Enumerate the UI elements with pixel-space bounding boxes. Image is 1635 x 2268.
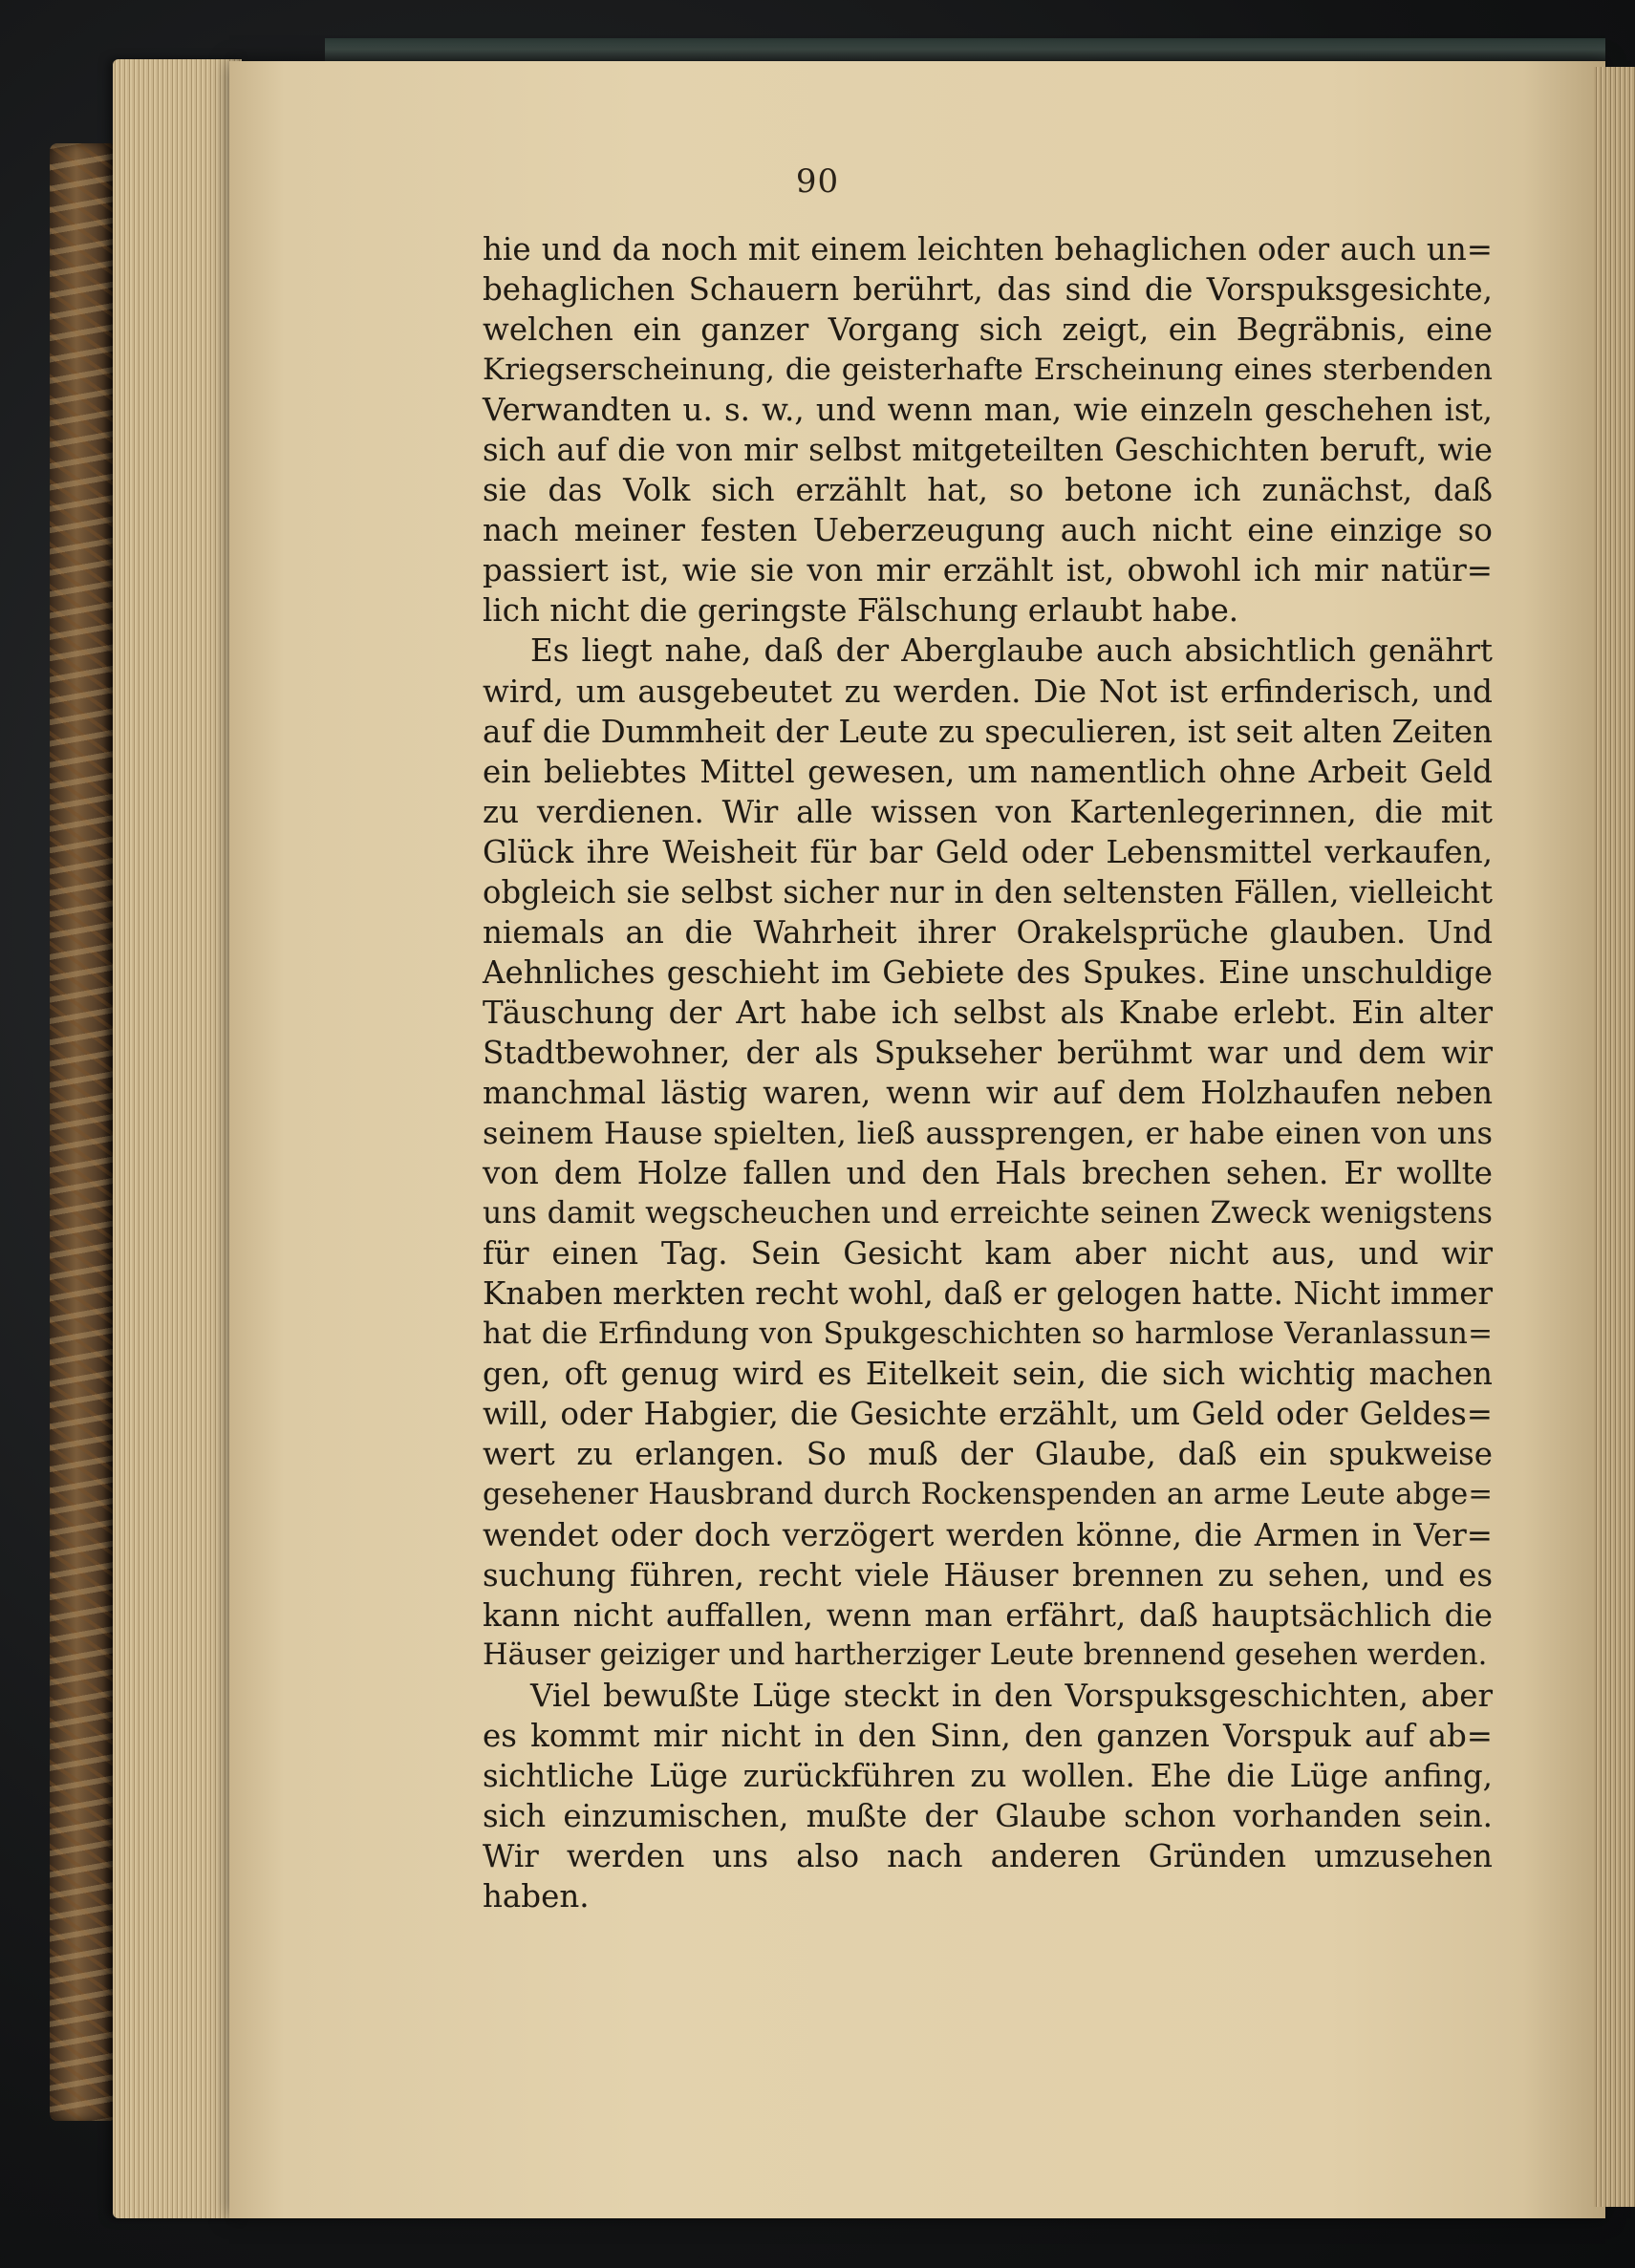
text-line: obgleich sie selbst sicher nur in den seltensten Fällen, vielleicht <box>483 873 1493 910</box>
text-line: sichtliche Lüge zurückführen zu wollen. Ehe die Lüge anfing, <box>483 1757 1493 1794</box>
text-line: kann nicht auffallen, wenn man erfährt, daß hauptsächlich die <box>483 1596 1493 1634</box>
text-line: Täuschung der Art habe ich selbst als Knabe erlebt. Ein alter <box>483 994 1493 1031</box>
text-line: hie und da noch mit einem leichten behaglichen oder auch un= <box>483 231 1493 267</box>
text-line: welchen ein ganzer Vorgang sich zeigt, ein Begräbnis, eine <box>483 311 1493 349</box>
text-line: von dem Holze fallen und den Hals brechen sehen. Er wollte <box>483 1155 1493 1192</box>
text-line: gen, oft genug wird es Eitelkeit sein, die sich wichtig machen <box>483 1356 1493 1393</box>
text-line: es kommt mir nicht in den Sinn, den ganzen Vorspuk auf ab= <box>483 1717 1493 1754</box>
page-number: 90 <box>795 162 840 201</box>
text-line: Häuser geiziger und hartherziger Leute brennend gesehen werden. <box>483 1637 1488 1672</box>
text-line: gesehener Hausbrand durch Rockenspenden an arme Leute abge= <box>483 1477 1493 1512</box>
text-line: auf die Dummheit der Leute zu speculieren, ist seit alten Zeiten <box>483 713 1493 750</box>
text-line: wert zu erlangen. So muß der Glaube, daß ein spukweise <box>483 1436 1493 1473</box>
text-line: haben. <box>483 1877 590 1915</box>
text-line: zu verdienen. Wir alle wissen von Kartenlegerinnen, die mit <box>483 793 1493 830</box>
page-body-text <box>483 229 1493 1916</box>
text-line: manchmal lästig waren, wenn wir auf dem Holzhaufen neben <box>483 1074 1493 1111</box>
text-line: nach meiner festen Ueberzeugung auch nicht eine einzige so <box>483 512 1493 549</box>
text-line: niemals an die Wahrheit ihrer Orakelsprüche glauben. Und <box>483 913 1493 951</box>
right-page-edges <box>1594 67 1635 2207</box>
text-line: seinem Hause spielten, ließ aussprengen, er habe einen von uns <box>483 1115 1493 1152</box>
text-line: suchung führen, recht viele Häuser brennen zu sehen, und es <box>483 1556 1493 1594</box>
text-line: Wir werden uns also nach anderen Gründen umzusehen <box>483 1837 1493 1874</box>
text-line: will, oder Habgier, die Gesichte erzählt, um Geld oder Geldes= <box>483 1396 1493 1433</box>
text-line: Viel bewußte Lüge steckt in den Vorspuksgeschichten, aber <box>530 1677 1493 1714</box>
left-page-edges <box>113 59 242 2218</box>
text-line: sie das Volk sich erzählt hat, so betone ich zunächst, daß <box>483 472 1493 509</box>
text-line: Es liegt nahe, daß der Aberglaube auch absichtlich genährt <box>530 632 1493 670</box>
text-line: wird, um ausgebeutet zu werden. Die Not ist erfinderisch, und <box>483 673 1493 710</box>
marbled-binding-edge <box>50 143 117 2121</box>
text-line: Verwandten u. s. w., und wenn man, wie einzeln geschehen ist, <box>483 392 1493 429</box>
text-line: für einen Tag. Sein Gesicht kam aber nicht aus, und wir <box>483 1235 1493 1273</box>
text-line: sich auf die von mir selbst mitgeteilten Geschichten beruft, wie <box>483 432 1493 469</box>
text-line: behaglichen Schauern berührt, das sind die Vorspuksgesichte, <box>483 271 1493 309</box>
text-line: wendet oder doch verzögert werden könne, die Armen in Ver= <box>483 1516 1493 1553</box>
text-line: Knaben merkten recht wohl, daß er gelogen hatte. Nicht immer <box>483 1275 1493 1313</box>
text-line: Kriegserscheinung, die geisterhafte Erscheinung eines sterbenden <box>483 353 1493 388</box>
text-line: passiert ist, wie sie von mir erzählt ist, obwohl ich mir natür= <box>483 552 1493 589</box>
text-line: Aehnliches geschieht im Gebiete des Spukes. Eine unschuldige <box>483 953 1493 991</box>
text-line: lich nicht die geringste Fälschung erlaubt habe. <box>483 592 1239 630</box>
text-line: Glück ihre Weisheit für bar Geld oder Lebensmittel verkaufen, <box>483 833 1493 870</box>
text-line: ein beliebtes Mittel gewesen, um namentlich ohne Arbeit Geld <box>483 753 1493 790</box>
text-line: hat die Erfindung von Spukgeschichten so harmlose Veranlassun= <box>483 1316 1493 1352</box>
text-line: Stadtbewohner, der als Spukseher berühmt war und dem wir <box>483 1034 1493 1071</box>
text-line: uns damit wegscheuchen und erreichte seinen Zweck wenigstens <box>483 1196 1493 1231</box>
text-line: sich einzumischen, mußte der Glaube schon vorhanden sein. <box>483 1797 1493 1834</box>
